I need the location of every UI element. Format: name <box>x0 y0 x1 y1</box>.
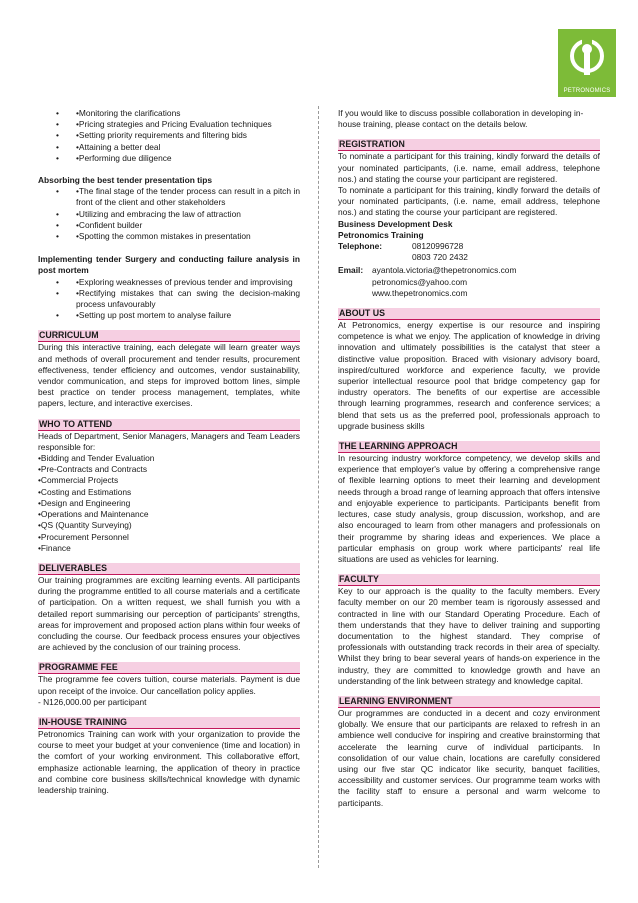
in-house-training-text: Petronomics Training can work with your organization to provide the course to meet your budget at your convenience (time and location) in the comfort of your working environment. This collaborative effort, emphasize actionable learning, the application of theory in practice and combine core business skills/technical knowledge with dynamic leadership training. <box>38 728 300 795</box>
about-us-heading: ABOUT US <box>338 308 600 320</box>
implementing-bullet-list <box>38 277 300 322</box>
who-to-attend-heading: WHO TO ATTEND <box>38 419 300 431</box>
list-item: • •Utilizing and embracing the law of attraction <box>38 209 300 220</box>
learning-environment-text: Our programmes are conducted in a decent and cozy environment globally. We ensure that our participants are relaxed to refresh in an ambience well conducive for inspiring and creative brainstorming that accelerate the learning curve of individual participants. In consolidation of our value chain, locations are carefully considered using our five star QC indicator like security, banquet facilities, accessibility and customer services. Our programme team works with the facility staff to ensure a personal and warm welcome to participants. <box>338 707 600 808</box>
in-house-training-heading: IN-HOUSE TRAINING <box>38 717 300 729</box>
list-item: • •Setting priority requirements and filtering bids <box>38 130 300 141</box>
list-item: • •Setting up post mortem to analyse failure <box>38 310 300 321</box>
programme-fee-amount: - N126,000.00 per participant <box>38 696 147 707</box>
column-divider <box>318 106 319 868</box>
deliverables-heading: DELIVERABLES <box>38 563 300 575</box>
faculty-heading: FACULTY <box>338 574 600 586</box>
right-column <box>338 108 600 809</box>
email-link[interactable]: ayantola.victoria@thepetronomics.com <box>372 265 517 276</box>
absorbing-bullet-list <box>38 186 300 242</box>
list-item: •QS (Quantity Surveying) <box>38 520 132 531</box>
learning-approach-heading: THE LEARNING APPROACH <box>338 441 600 453</box>
learning-approach-text: In resourcing industry workforce competency, we develop skills and experience that employer's value by offering a comprehensive range of flexible learning options to meet their learning and development needs through a broad range of learning approach that offers intensive and enjoyable experience to participants. Participants benefit from lectures, case study analysis, group discussion, workshop, and are also encouraged to learn from other managers and professionals on their programme by sharing ideas and experiences. We place a particular emphasis on group work where participants' real life situations are used as vehicles for learning. <box>338 453 600 564</box>
list-item: • •The final stage of the tender process can result in a pitch in front of the client and other stakeholders <box>38 186 300 208</box>
list-item: • •Rectifying mistakes that can swing the decision-making process unfavourably <box>38 288 300 310</box>
who-to-attend-intro: Heads of Department, Senior Managers, Managers and Team Leaders responsible for: <box>38 430 300 452</box>
list-item: • •Confident builder <box>38 220 300 231</box>
curriculum-text: During this interactive training, each delegate will learn greater ways and methods of overall procurement and tender results, procurement effectiveness, tender efficiency and outcomes, vendor sustainability, vendor communication, and steps for improved bottom lines, simple best practice on tender process management, templates, white papers, lecture, and interactive exercises. <box>38 342 300 409</box>
who-to-attend-list <box>38 453 300 554</box>
learning-environment-heading: LEARNING ENVIRONMENT <box>338 696 600 708</box>
registration-heading: REGISTRATION <box>338 139 600 151</box>
company-name: Petronomics Training <box>338 229 424 240</box>
email-link[interactable]: petronomics@yahoo.com <box>372 276 468 287</box>
list-item: • •Exploring weaknesses of previous tender and improvising <box>38 277 300 288</box>
in-house-contact-text: If you would like to discuss possible collaboration in developing in-house training, please contact on the details below. <box>338 108 584 130</box>
email-label: Email: <box>338 265 364 276</box>
about-us-text: At Petronomics, energy expertise is our resource and inspiring competence is what we enjoy. The application of knowledge in driving innovation and ultimately possibilities is the catalyst that steer a distinctive value proposition. Braced with visionary advisory board, inspired/cultured workforce and experience faculty, we provide superior intellectual resource pool that bridge competency gap for industry operators. The benefits of our expertise are accessible through learning programmes, research and conference services; a blend that sets us as the preferred pool, professionals approach to upgrade business skills <box>338 320 600 431</box>
list-item: •Commercial Projects <box>38 475 119 486</box>
list-item: •Finance <box>38 542 71 553</box>
programme-fee-heading: PROGRAMME FEE <box>38 662 300 674</box>
logo-mark-icon <box>558 29 616 89</box>
list-item: • •Pricing strategies and Pricing Evaluation techniques <box>38 119 300 130</box>
intro-bullet-list <box>38 108 300 164</box>
email-row <box>338 265 600 276</box>
registration-text: To nominate a participant for this training, kindly forward the details of your nominated participants, (i.e. name, email address, telephone nos.) and stating the course your participant are registered. <box>338 185 600 218</box>
deliverables-text: Our training programmes are exciting learning events. All participants during the programme entitled to all course materials and a certificate of participation. On a written request, we shall furnish you with a detailed report summarising our perception of participants' strengths, areas for improvement and proposed action plans within four weeks of concluding the course. Our feedback process ensures your objectives are achieved by the conclusion of our training process. <box>38 574 300 653</box>
telephone-label: Telephone: <box>338 241 383 252</box>
absorbing-heading: Absorbing the best tender presentation tips <box>38 175 213 186</box>
curriculum-heading: CURRICULUM <box>38 330 300 342</box>
list-item: • •Attaining a better deal <box>38 142 300 153</box>
implementing-heading: Implementing tender Surgery and conducting failure analysis in post mortem <box>38 254 300 276</box>
phone-number: 0803 720 2432 <box>412 252 468 263</box>
registration-text: To nominate a participant for this training, kindly forward the details of your nominated participants, (i.e. name, email address, telephone nos.) and stating the course your participant are registered. <box>338 151 600 184</box>
programme-fee-text: The programme fee covers tuition, course materials. Payment is due upon receipt of the invoice. Our cancellation policy applies. <box>38 674 300 696</box>
company-logo <box>558 29 616 97</box>
logo-text: PETRONOMICS <box>563 88 611 94</box>
list-item: •Design and Engineering <box>38 497 131 508</box>
left-column <box>38 108 300 796</box>
list-item: •Bidding and Tender Evaluation <box>38 453 155 464</box>
desk-name: Business Development Desk <box>338 218 453 229</box>
list-item: •Pre-Contracts and Contracts <box>38 464 148 475</box>
telephone-row <box>338 241 600 252</box>
faculty-text: Key to our approach is the quality to the faculty members. Every faculty member on our 20 member team is rigorously assessed and contracted in line with our Standard Operating Procedure. Each of them understands that they have to deliver training and supporting documentation to the highest standard. They comprise of professionals with outstanding track records in their area of specialty. Whilst they bring to bear several years of hands-on experience in the industry, they are committed to knowledge growth and have an understanding of the link between strategy and knowledge capital. <box>338 586 600 686</box>
list-item: •Procurement Personnel <box>38 531 129 542</box>
list-item: •Operations and Maintenance <box>38 509 149 520</box>
list-item: • •Performing due diligence <box>38 153 300 164</box>
list-item: •Costing and Estimations <box>38 486 132 497</box>
telephone-row <box>338 252 600 263</box>
list-item: • •Spotting the common mistakes in presentation <box>38 231 300 242</box>
list-item: • •Monitoring the clarifications <box>38 108 300 119</box>
phone-number: 08120996728 <box>412 241 464 252</box>
website-link[interactable]: www.thepetronomics.com <box>372 287 468 298</box>
